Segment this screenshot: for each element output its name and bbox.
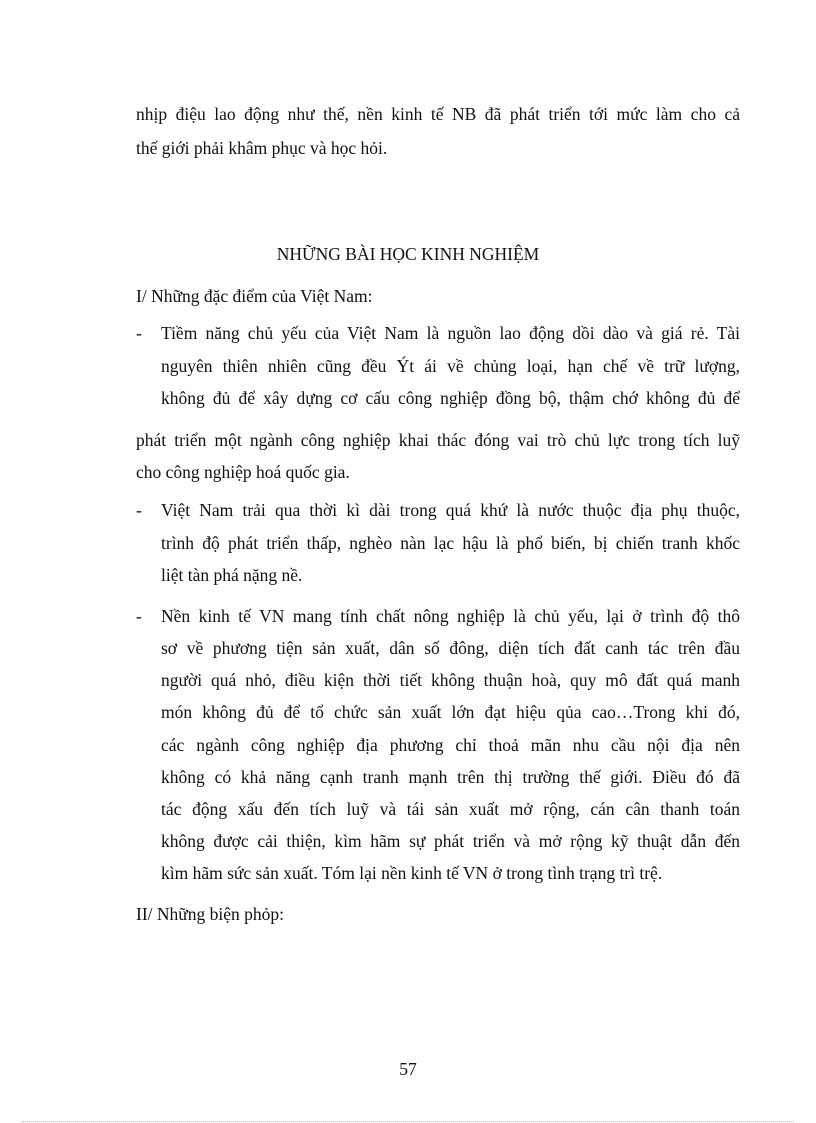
- bullet-3-line: người quá nhỏ, điều kiện thời tiết không thuận hoà, quy mô đất quá manh: [161, 670, 740, 690]
- subheading-1: I/ Những đặc điểm của Việt Nam:: [136, 286, 373, 306]
- paragraph-line: cho công nghiệp hoá quốc gia.: [136, 462, 350, 482]
- bullet-2-line: Việt Nam trải qua thời kì dài trong quá khứ là nước thuộc địa phụ thuộc,: [161, 500, 740, 520]
- bullet-3-line: kìm hãm sức sản xuất. Tóm lại nền kinh tế VN ở trong tình trạng trì trệ.: [161, 863, 663, 883]
- paragraph-line: thế giới phải khâm phục và học hỏi.: [136, 138, 388, 158]
- page-number: 57: [399, 1059, 417, 1079]
- bullet-3-line: không có khả năng cạnh tranh mạnh trên thị trường thế giới. Điều đó đã: [161, 767, 740, 787]
- bullet-1-line: không đủ để xây dựng cơ cấu công nghiệp đồng bộ, thậm chớ không đủ để: [161, 388, 740, 408]
- bullet-3-line: các ngành công nghiệp địa phương chỉ thoả mãn nhu cầu nội địa nên: [161, 735, 740, 755]
- footer-divider: [22, 1121, 794, 1122]
- bullet-3-line: Nền kinh tế VN mang tính chất nông nghiệp là chủ yếu, lại ở trình độ thô: [161, 606, 740, 626]
- bullet-3-line: không được cải thiện, kìm hãm sự phát triển và mở rộng kỹ thuật dẫn đến: [161, 831, 740, 851]
- bullet-3-line: sơ về phương tiện sản xuất, dân số đông, diện tích đất canh tác trên đầu: [161, 638, 740, 658]
- bullet-dash: -: [136, 500, 142, 520]
- bullet-2-line: liệt tàn phá nặng nề.: [161, 565, 303, 585]
- paragraph-line: nhịp điệu lao động như thế, nền kinh tế NB đã phát triển tới mức làm cho cả: [136, 104, 740, 124]
- bullet-dash: -: [136, 323, 142, 343]
- bullet-1-line: nguyên thiên nhiên cũng đều Ýt ái về chủng loại, hạn chế về trữ lượng,: [161, 356, 740, 376]
- subheading-2: II/ Những biện phỏp:: [136, 904, 285, 924]
- bullet-3-line: tác động xấu đến tích luỹ và tái sản xuất mở rộng, cán cân thanh toán: [161, 799, 740, 819]
- section-heading: NHỮNG BÀI HỌC KINH NGHIỆM: [276, 244, 540, 264]
- bullet-1-line: Tiềm năng chủ yếu của Việt Nam là nguồn lao động dồi dào và giá rẻ. Tài: [161, 323, 740, 343]
- bullet-2-line: trình độ phát triển thấp, nghèo nàn lạc hậu là phổ biến, bị chiến tranh khốc: [161, 533, 740, 553]
- bullet-dash: -: [136, 606, 142, 626]
- bullet-3-line: món không đủ để tổ chức sản xuất lớn đạt hiệu qủa cao…Trong khi đó,: [161, 702, 740, 722]
- paragraph-line: phát triển một ngành công nghiệp khai thác đóng vai trò chủ lực trong tích luỹ: [136, 430, 740, 450]
